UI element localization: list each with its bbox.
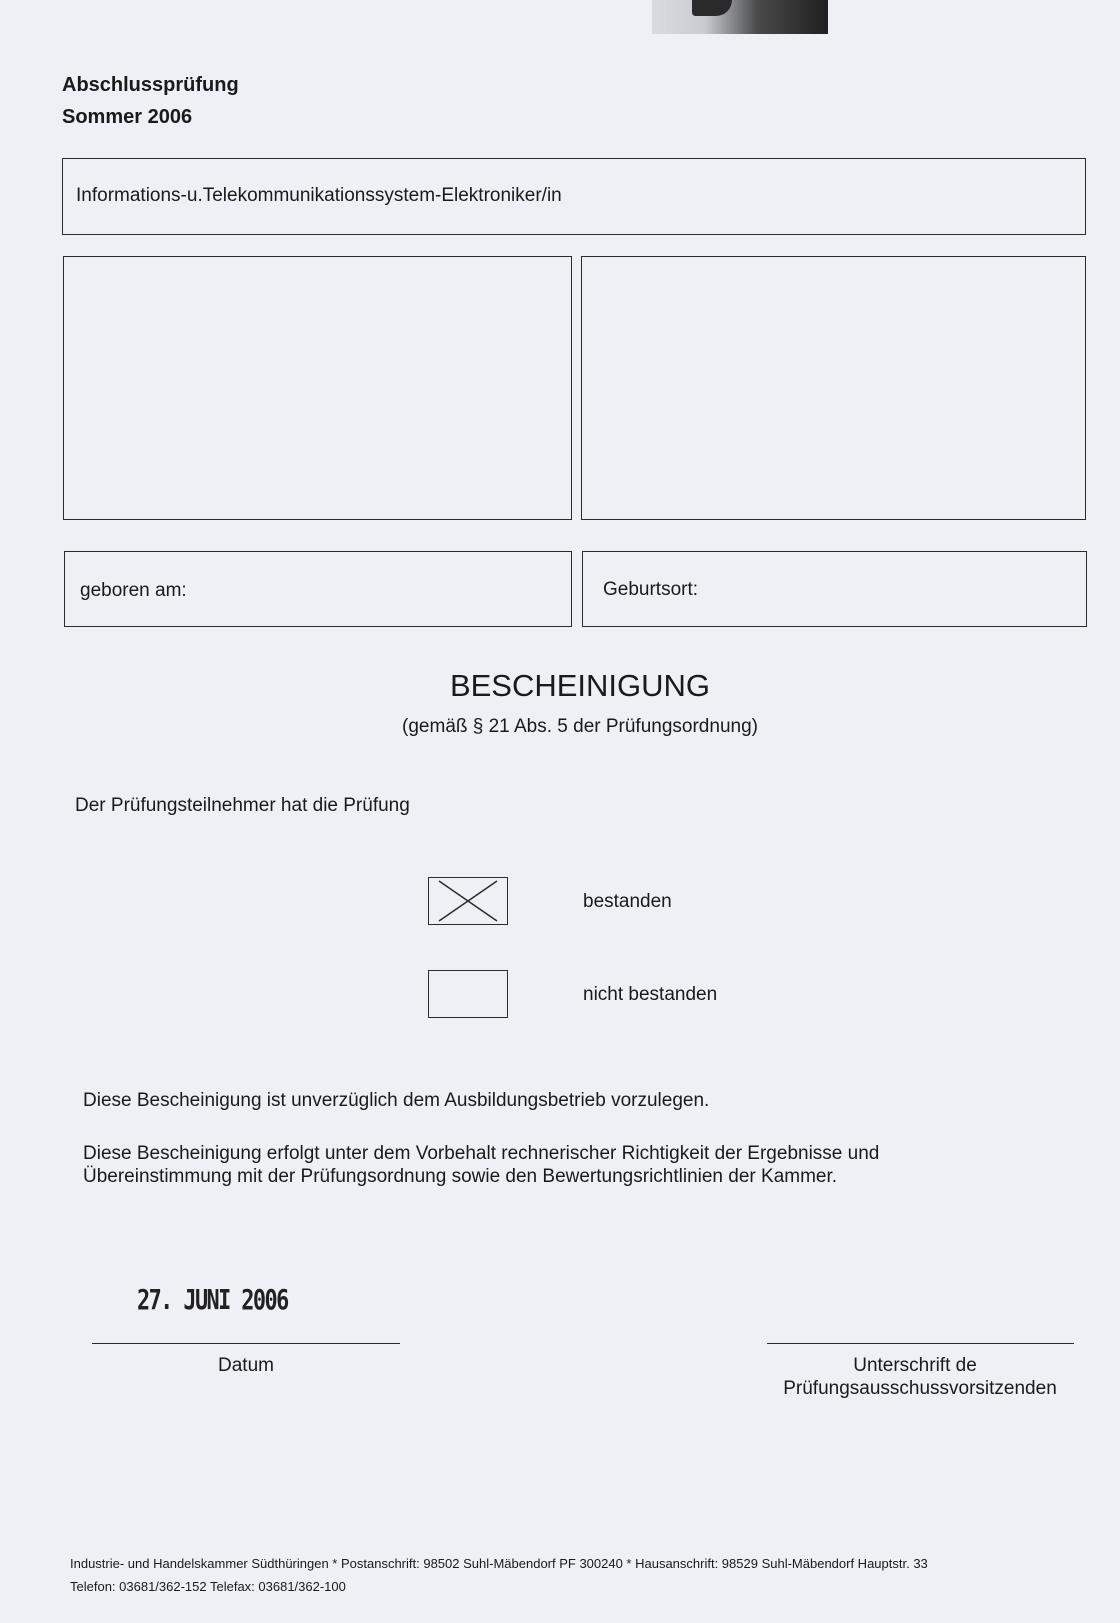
signature-label-line1: Unterschrift de — [853, 1355, 977, 1376]
occupation-text: Informations-u.Telekommunikationssystem-Elektroniker/in — [76, 185, 562, 206]
logo-emblem-icon — [692, 0, 732, 16]
signature-label-line2: Prüfungsausschussvorsitzenden — [783, 1378, 1057, 1399]
date-label: Datum — [218, 1355, 274, 1376]
footer-address: Industrie- und Handelskammer Südthüringen * Postanschrift: 98502 Suhl-Mäbendorf PF 300240 * Hausanschrift: 98529 Suhl-Mäbendorf Hauptstr. 33 — [70, 1556, 928, 1571]
passed-label: bestanden — [583, 891, 672, 912]
failed-label: nicht bestanden — [583, 984, 718, 1005]
date-line — [92, 1343, 400, 1344]
signature-line — [767, 1343, 1074, 1344]
note-reservation-line1: Diese Bescheinigung erfolgt unter dem Vorbehalt rechnerischer Richtigkeit der Ergebnisse und — [83, 1143, 880, 1164]
address-box — [581, 256, 1086, 520]
birthdate-label: geboren am: — [80, 580, 187, 601]
check-cross-icon — [429, 878, 507, 924]
certificate-title: BESCHEINIGUNG — [449, 668, 711, 703]
birthplace-box — [582, 551, 1087, 627]
note-submit: Diese Bescheinigung ist unverzüglich dem Ausbildungsbetrieb vorzulegen. — [83, 1090, 710, 1111]
certificate-subtitle: (gemäß § 21 Abs. 5 der Prüfungsordnung) — [402, 716, 758, 737]
exam-session: Sommer 2006 — [62, 106, 193, 128]
birthplace-label: Geburtsort: — [603, 579, 699, 600]
name-box — [63, 256, 572, 520]
date-stamp: 27. JUNI 2006 — [137, 1283, 288, 1316]
occupation-box — [62, 158, 1086, 235]
note-reservation-line2: Übereinstimmung mit der Prüfungsordnung sowie den Bewertungsrichtlinien der Kammer. — [83, 1166, 838, 1187]
exam-title: Abschlussprüfung — [62, 74, 239, 96]
intro-text: Der Prüfungsteilnehmer hat die Prüfung — [75, 795, 410, 816]
footer-contact: Telefon: 03681/362-152 Telefax: 03681/362-100 — [70, 1579, 346, 1594]
chamber-logo — [652, 0, 828, 34]
failed-checkbox — [428, 970, 508, 1018]
passed-checkbox — [428, 877, 508, 925]
birthdate-box — [64, 551, 572, 627]
